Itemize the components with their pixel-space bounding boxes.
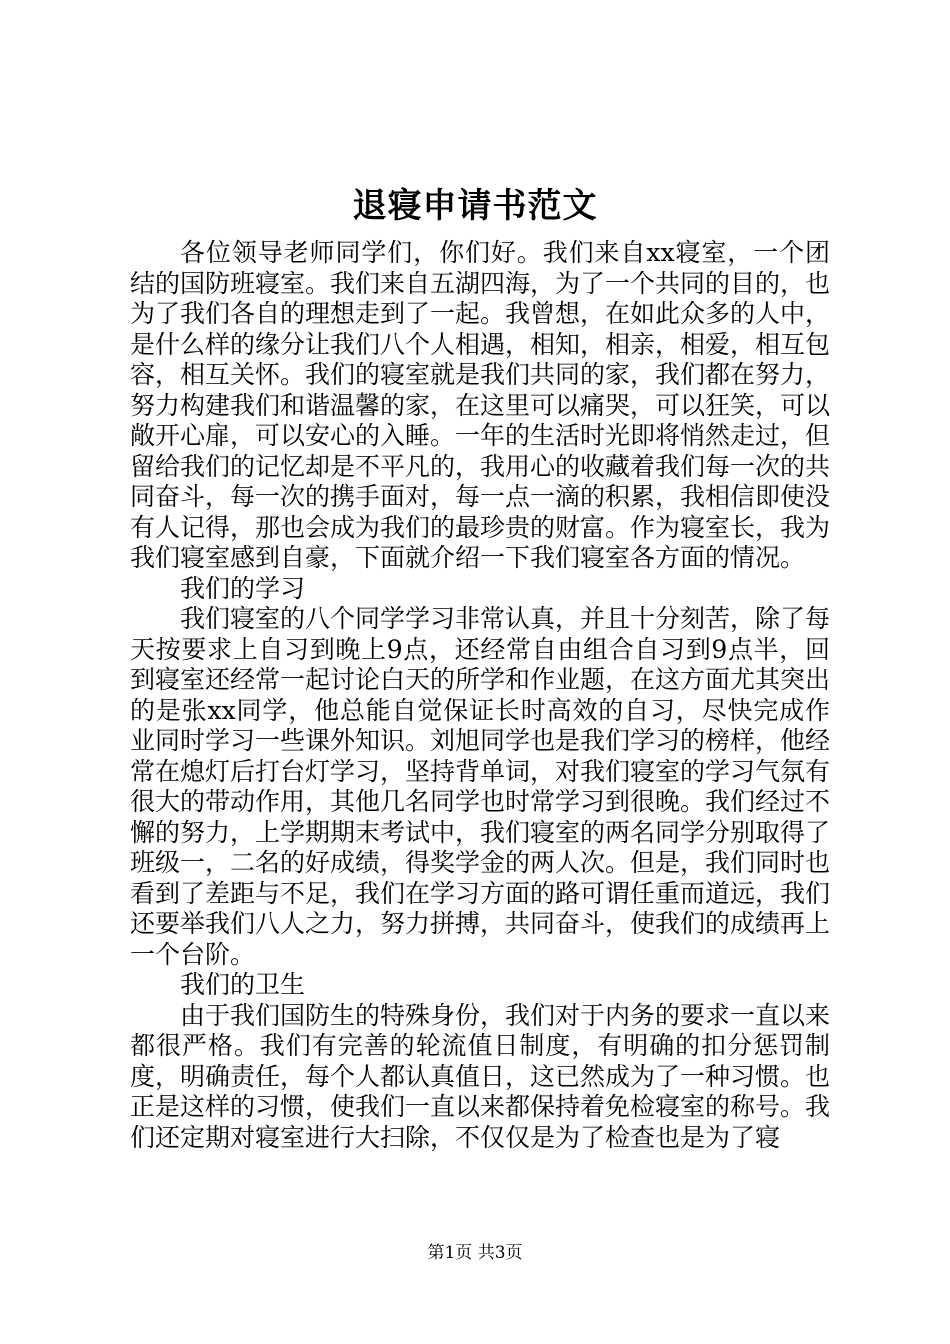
document-title: 退寝申请书范文 xyxy=(352,186,598,226)
section-heading-hygiene: 我们的卫生 xyxy=(180,970,306,999)
document-body xyxy=(130,238,830,1153)
intro-paragraph: 各位领导老师同学们，你们好。我们来自xx寝室，一个团结的国防班寝室。我们来自五湖四海，为了一个共同的目的，也为了我们各自的理想走到了一起。我曾想，在如此众多的人中，是什么样的缘分让我们八个人相遇，相知，相亲，相爱，相互包容，相互关怀。我们的寝室就是我们共同的家，我们都在努力，努力构建我们和谐温馨的家，在这里可以痛哭，可以狂笑，可以敞开心扉，可以安心的入睡。一年的生活时光即将悄然走过，但留给我们的记忆却是不平凡的，我用心的收藏着我们每一次的共同奋斗，每一次的携手面对，每一点一滴的积累，我相信即使没有人记得，那也会成为我们的最珍贵的财富。作为寝室长，我为我们寝室感到自豪，下面就介绍一下我们寝室各方面的情况。 xyxy=(130,238,831,572)
hygiene-paragraph: 由于我们国防生的特殊身份，我们对于内务的要求一直以来都很严格。我们有完善的轮流值日制度，有明确的扣分惩罚制度，明确责任，每个人都认真值日，这已然成为了一种习惯。也正是这样的习惯，使我们一直以来都保持着免检寝室的称号。我们还定期对寝室进行大扫除，不仅仅是为了检查也是为了寝 xyxy=(130,1000,831,1152)
study-paragraph: 我们寝室的八个同学学习非常认真，并且十分刻苦，除了每天按要求上自习到晚上9点，还经常自由组合自习到9点半，回到寝室还经常一起讨论白天的所学和作业题，在这方面尤其突出的是张xx同学，他总能自觉保证长时高效的自习，尽快完成作业同时学习一些课外知识。刘旭同学也是我们学习的榜样，他经常在熄灯后打台灯学习，坚持背单词，对我们寝室的学习气氛有很大的带动作用，其他几名同学也时常学习到很晚。我们经过不懈的努力，上学期期末考试中，我们寝室的两名同学分别取得了班级一，二名的好成绩，得奖学金的两人次。但是，我们同时也看到了差距与不足，我们在学习方面的路可谓任重而道远，我们还要举我们八人之力，努力拼搏，共同奋斗，使我们的成绩再上一个台阶。 xyxy=(130,604,831,969)
page-footer: 第1页 共3页 xyxy=(427,1243,523,1263)
section-heading-study: 我们的学习 xyxy=(180,573,306,603)
